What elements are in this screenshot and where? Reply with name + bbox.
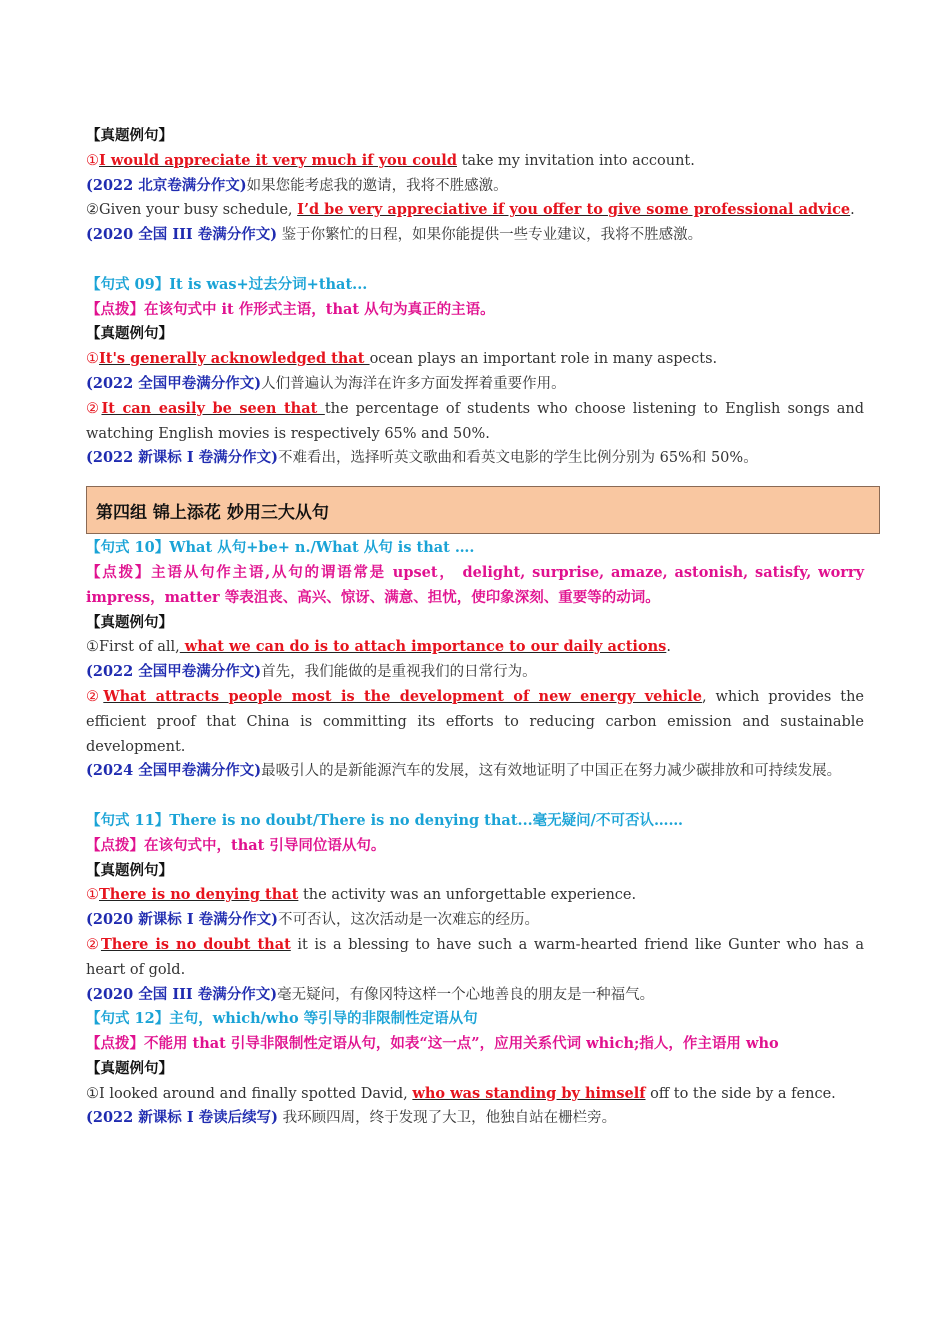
section-title: 第四组 锦上添花 妙用三大从句: [96, 502, 329, 523]
pattern-tip: 【点拨】主语从句作主语,从句的谓语常是 upset， delight, surprise, amaze, astonish, satisfy, worry impress，matter 等表沮丧、高兴、惊讶、满意、担忧，使印象深刻、重要等的动词。: [86, 563, 864, 606]
key-phrase: It's generally acknowledged that: [99, 350, 370, 368]
example-sentence: [86, 685, 864, 759]
source-tag: (2020 全国 III 卷满分作文): [86, 226, 278, 244]
chinese-translation: 鉴于你繁忙的日程，如果你能提供一些专业建议，我将不胜感激。: [277, 227, 703, 244]
example-source: [86, 446, 864, 471]
pattern-tip: 【点拨】不能用 that 引导非限制性定语从句，如表“这一点”，应用关系代词 which;指人，作主语用 who: [86, 1035, 779, 1053]
example-heading: 【真题例句】: [86, 1059, 173, 1077]
sentence-rest: off to the side by a fence.: [645, 1085, 836, 1102]
example-source: [86, 223, 864, 248]
key-phrase: It can easily be seen that: [101, 399, 325, 417]
sentence-rest: .: [666, 639, 671, 656]
sentence-rest: the activity was an unforgettable experience.: [298, 887, 637, 904]
source-tag: (2024 全国甲卷满分作文): [86, 762, 262, 780]
example-source: [86, 983, 864, 1008]
item-number: ②: [86, 400, 102, 417]
chinese-translation: 不可否认，这次活动是一次难忘的经历。: [278, 912, 540, 929]
pattern-title: 【句式 11】There is no doubt/There is no denying that...毫无疑问/不可否认……: [86, 811, 683, 829]
chinese-translation: 我环顾四周，终于发现了大卫，他独自站在栅栏旁。: [278, 1110, 617, 1127]
spacer: [86, 248, 864, 273]
sentence-rest: the percentage of students who choose listening to English songs and watching English movies is respectively 65% and 50%.: [86, 400, 865, 442]
example-source: [86, 759, 864, 784]
document-page: [86, 124, 864, 1131]
chinese-translation: 毫无疑问，有像冈特这样一个心地善良的朋友是一种福气。: [277, 986, 655, 1003]
sentence-rest: ocean plays an important role in many aspects.: [369, 351, 718, 368]
item-number: ②: [86, 202, 99, 219]
item-number: ①: [86, 351, 99, 368]
spacer: [86, 471, 864, 483]
sentence-prefix: First of all,: [99, 639, 180, 656]
sentence-prefix: I looked around and finally spotted David,: [99, 1085, 413, 1102]
example-source: [86, 660, 864, 685]
item-number: ②: [86, 688, 104, 705]
sentence-prefix: Given your busy schedule,: [99, 202, 298, 219]
item-number: ①: [86, 152, 99, 169]
example-heading: 【真题例句】: [86, 127, 173, 144]
item-number: ①: [86, 887, 99, 904]
example-sentence: [86, 149, 864, 174]
source-tag: (2022 全国甲卷满分作文): [86, 663, 262, 681]
key-phrase: What attracts people most is the development of new energy vehicle: [103, 687, 702, 705]
example-source: [86, 372, 864, 397]
sentence-rest: , which provides the efficient proof that China is committing its efforts to reducing carbon emission and sustainable development.: [86, 688, 864, 755]
key-phrase: who was standing by himself: [412, 1084, 646, 1102]
example-sentence: [86, 635, 864, 660]
example-heading: 【真题例句】: [86, 861, 173, 879]
key-phrase: There is no denying that: [99, 886, 299, 904]
example-sentence: [86, 198, 864, 223]
source-tag: (2020 全国 III 卷满分作文): [86, 985, 278, 1003]
item-number: ②: [86, 936, 101, 953]
key-phrase: I’d be very appreciative if you offer to give some professional advice: [297, 201, 851, 219]
chinese-translation: 首先，我们能做的是重视我们的日常行为。: [261, 664, 537, 681]
section-header-box: [86, 486, 880, 534]
item-number: ①: [86, 639, 99, 656]
sentence-rest: .: [850, 202, 855, 219]
chinese-translation: 最吸引人的是新能源汽车的发展，这有效地证明了中国正在努力减少碳排放和可持续发展。: [261, 763, 842, 780]
pattern-title: 【句式 10】What 从句+be+ n./What 从句 is that ….: [86, 539, 475, 557]
example-sentence: [86, 347, 864, 372]
pattern-tip: 【点拨】在该句式中，that 引导同位语从句。: [86, 836, 386, 854]
key-phrase: what we can do is to attach importance to our daily actions: [179, 638, 667, 656]
source-tag: (2020 新课标 I 卷满分作文): [86, 911, 279, 929]
example-source: [86, 174, 864, 199]
source-tag: (2022 全国甲卷满分作文): [86, 374, 262, 392]
example-source: [86, 1106, 864, 1131]
pattern-tip: 【点拨】在该句式中 it 作形式主语，that 从句为真正的主语。: [86, 300, 495, 318]
key-phrase: I would appreciate it very much if you could: [99, 151, 457, 169]
example-sentence: [86, 933, 864, 983]
spacer: [86, 784, 864, 809]
example-sentence: [86, 883, 864, 908]
sentence-rest: take my invitation into account.: [456, 152, 695, 169]
example-heading: 【真题例句】: [86, 325, 173, 343]
key-phrase: There is no doubt that: [100, 935, 291, 953]
example-heading: 【真题例句】: [86, 613, 173, 631]
source-tag: (2022 新课标 I 卷读后续写): [86, 1109, 279, 1127]
pattern-title: 【句式 09】It is was+过去分词+that...: [86, 275, 368, 293]
item-number: ①: [86, 1085, 99, 1102]
chinese-translation: 不难看出，选择听英文歌曲和看英文电影的学生比例分别为 65%和 50%。: [278, 450, 758, 467]
source-tag: (2022 新课标 I 卷满分作文): [86, 449, 279, 467]
chinese-translation: 人们普遍认为海洋在许多方面发挥着重要作用。: [261, 375, 566, 392]
source-tag: (2022 北京卷满分作文): [86, 176, 247, 194]
chinese-translation: 如果您能考虑我的邀请，我将不胜感激。: [246, 177, 508, 194]
example-source: [86, 908, 864, 933]
example-sentence: [86, 397, 864, 447]
example-sentence: [86, 1082, 864, 1107]
pattern-title: 【句式 12】主句，which/who 等引导的非限制性定语从句: [86, 1010, 478, 1028]
sentence-rest: it is a blessing to have such a warm-hearted friend like Gunter who has a heart of gold.: [86, 936, 864, 978]
